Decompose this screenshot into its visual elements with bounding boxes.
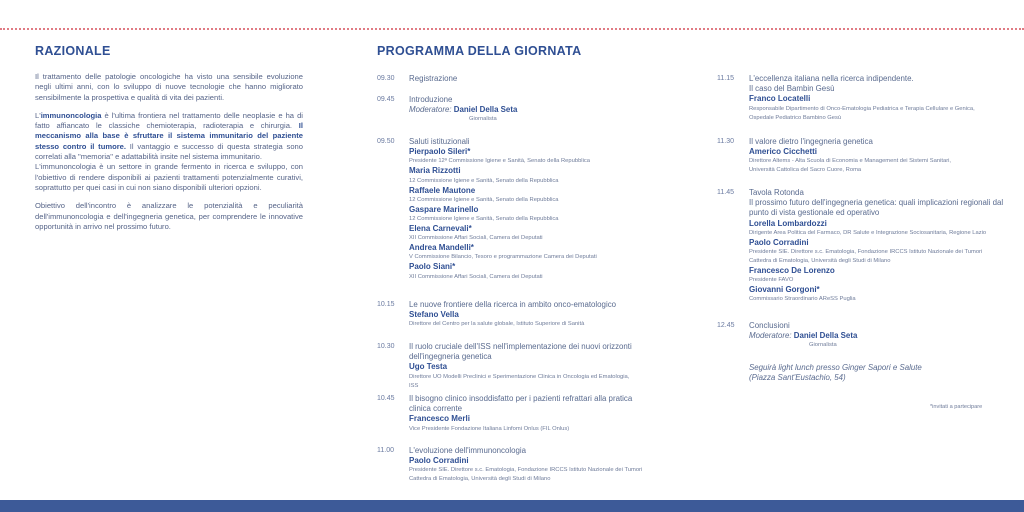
speaker-role: V Commissione Bilancio, Tesoro e programmazione Camera dei Deputati — [409, 254, 597, 261]
speaker-name: Raffaele Mautone — [409, 185, 476, 195]
razionale-paragraph: L'immunoncologia è un settore in grande fermento in ricerca e sviluppo, con l'obiettivo di rendere disponibili ai pazienti trattamenti potenzialmente curativi, soprattutto per quei casi in cui non siano disponibili ulteriori opzioni. — [35, 162, 303, 192]
speaker-name: Gaspare Marinello — [409, 204, 479, 214]
speaker-role: Presidente SIE. Direttore s.c. Ematologia, Fondazione IRCCS Istituto Nazionale dei Tumori — [749, 249, 983, 256]
entry-time: 09.30 — [377, 75, 395, 82]
speaker-name: Franco Locatelli — [749, 94, 811, 104]
moderator-name: Daniel Della Seta — [793, 331, 858, 341]
speaker-role: Presidente SIE. Direttore s.c. Ematologia, Fondazione IRCCS Istituto Nazionale dei Tumori — [409, 467, 643, 474]
speaker-name: Americo Cicchetti — [749, 147, 818, 157]
lunch-text: Seguirà light lunch presso Ginger Sapori e Salute — [749, 363, 922, 372]
entry-time: 11.30 — [717, 138, 734, 145]
invited-footnote: *invitati a partecipare — [930, 404, 983, 410]
speaker-role: Università Cattolica del Sacro Cuore, Roma — [749, 167, 862, 174]
entry-time: 10.30 — [377, 343, 395, 350]
speaker-name: Lorella Lombardozzi — [749, 218, 827, 228]
speaker-role: Presidente FAVO — [749, 277, 794, 284]
entry-title: L'eccellenza italiana nella ricerca indipendente. — [749, 74, 914, 83]
speaker-role: Responsabile Dipartimento di Onco-Ematologia Pediatrica e Terapia Cellulare e Genica, — [749, 105, 975, 112]
speaker-role: Direttore del Centro per la salute globale, Istituto Superiore di Sanità — [409, 321, 585, 328]
text-run-bold: immunoncologia — [40, 110, 102, 120]
razionale-paragraph: Il trattamento delle patologie oncologiche ha visto una sensibile evoluzione negli ultimi anni, con lo sviluppo di nuove tecnologie che hanno migliorato sensibilmente la prospettiva e qualità di vita dei pazienti. — [35, 72, 303, 102]
entry-title: Le nuove frontiere della ricerca in ambito onco-ematologico — [409, 300, 617, 309]
moderator-label: Moderatore: — [409, 105, 452, 115]
entry-title: Il valore dietro l'ingegneria genetica — [749, 137, 873, 146]
speaker-name: Ugo Testa — [409, 362, 448, 372]
speaker-role: XII Commissione Affari Sociali, Camera dei Deputati — [409, 235, 543, 242]
bottom-color-band — [0, 500, 1024, 512]
moderator-role: Giornalista — [469, 116, 497, 123]
moderator-line — [409, 105, 649, 115]
text-run-bold: Il meccanismo alla base è sfruttare il sistema immunitario del paziente stesso contro il tumore. — [35, 121, 303, 151]
razionale-paragraph: Obiettivo dell'incontro è analizzare le potenzialità e peculiarità dell'immunoncologia e dell'ingegneria genetica, per comprendere le innovative opportunità in arrivo nel prossimo futuro. — [35, 201, 303, 231]
entry-title: Il bisogno clinico insoddisfatto per i pazienti refrattari alla pratica clinica corrente — [409, 394, 633, 414]
entry-time: 11.45 — [717, 189, 734, 196]
speaker-role: XII Commissione Affari Sociali, Camera dei Deputati — [409, 273, 543, 280]
entry-title: Il prossimo futuro dell'ingegneria genetica: quali implicazioni regionali dal punto di vista gestionale ed operativo — [749, 198, 1004, 218]
entry-title: Tavola Rotonda — [749, 188, 804, 197]
speaker-name: Francesco Merli — [409, 414, 470, 424]
razionale-text — [35, 72, 303, 240]
speaker-name: Francesco De Lorenzo — [749, 266, 835, 276]
top-dotted-border — [0, 28, 1024, 30]
speaker-role: Commissario Straordinario AReSS Puglia — [749, 296, 856, 303]
entry-time: 12.45 — [717, 322, 735, 329]
speaker-role: Dirigente Area Politica del Farmaco, DR Salute e Integrazione Sociosanitaria, Regione Lazio — [749, 229, 987, 236]
lunch-note — [749, 363, 922, 383]
section-title-programma: PROGRAMMA DELLA GIORNATA — [377, 44, 582, 58]
speaker-name: Elena Carnevali* — [409, 224, 472, 234]
speaker-name: Andrea Mandelli* — [409, 243, 474, 253]
speaker-name: Paolo Corradini — [409, 456, 469, 466]
speaker-role: Direttore Altems - Alta Scuola di Economia e Management dei Sistemi Sanitari, — [749, 158, 952, 165]
text-run: è l'ultima frontiera nel trattamento delle neoplasie e ha di fatto affiancato le classiche chemioterapia, radioterapia e chirurgia. — [35, 110, 303, 131]
speaker-role: Cattedra di Ematologia, Università degli Studi di Milano — [749, 258, 891, 265]
moderator-line — [749, 331, 1011, 341]
speaker-name: Paolo Corradini — [749, 237, 809, 247]
speaker-name: Pierpaolo Sileri* — [409, 147, 471, 157]
speaker-role: 12 Commissione Igiene e Sanità, Senato della Repubblica — [409, 216, 559, 223]
speaker-role: Cattedra di Ematologia, Università degli Studi di Milano — [409, 476, 551, 483]
entry-title: Introduzione — [409, 95, 453, 104]
speaker-name: Paolo Siani* — [409, 262, 456, 272]
moderator-name: Daniel Della Seta — [453, 105, 518, 115]
entry-time: 09.50 — [377, 138, 395, 145]
entry-time: 10.15 — [377, 301, 395, 308]
entry-title: Registrazione — [409, 74, 458, 83]
entry-time: 10.45 — [377, 395, 395, 402]
entry-title: Il ruolo cruciale dell'ISS nell'implementazione dei nuovi orizzonti dell'ingegneria genetica — [409, 342, 632, 362]
speaker-role: 12 Commissione Igiene e Sanità, Senato della Repubblica — [409, 177, 559, 184]
text-run: L' — [35, 110, 41, 120]
entry-time: 09.45 — [377, 96, 395, 103]
entry-time: 11.00 — [377, 447, 394, 454]
lunch-address: (Piazza Sant'Eustachio, 54) — [749, 373, 846, 383]
moderator-role: Giornalista — [809, 342, 837, 349]
entry-title: L'evoluzione dell'immunoncologia — [409, 446, 527, 455]
speaker-role: Ospedale Pediatrico Bambino Gesù — [749, 114, 842, 121]
speaker-role: Vice Presidente Fondazione Italiana Linfomi Onlus (FIL Onlus) — [409, 425, 570, 432]
entry-title: Saluti istituzionali — [409, 137, 470, 146]
razionale-paragraph — [35, 111, 303, 162]
section-title-razionale: RAZIONALE — [35, 44, 111, 58]
entry-title: Il caso del Bambin Gesù — [749, 84, 835, 94]
speaker-name: Giovanni Gorgoni* — [749, 285, 820, 295]
speaker-name: Stefano Vella — [409, 310, 459, 320]
text-run: Il vantaggio e successo di questa strategia sono correlati alla "memoria" e adattabilità insite nel sistema immunitario. — [35, 141, 303, 162]
speaker-name: Maria Rizzotti — [409, 166, 461, 176]
speaker-role: 12 Commissione Igiene e Sanità, Senato della Repubblica — [409, 196, 559, 203]
speaker-role: Presidente 12ª Commissione Igiene e Sanità, Senato della Repubblica — [409, 158, 590, 165]
moderator-label: Moderatore: — [749, 331, 792, 341]
entry-title: Conclusioni — [749, 321, 790, 330]
entry-time: 11.15 — [717, 75, 734, 82]
speaker-role: Direttore UO Modelli Preclinici e Sperimentazione Clinica in Oncologia ed Ematologia, ISS — [409, 373, 630, 389]
